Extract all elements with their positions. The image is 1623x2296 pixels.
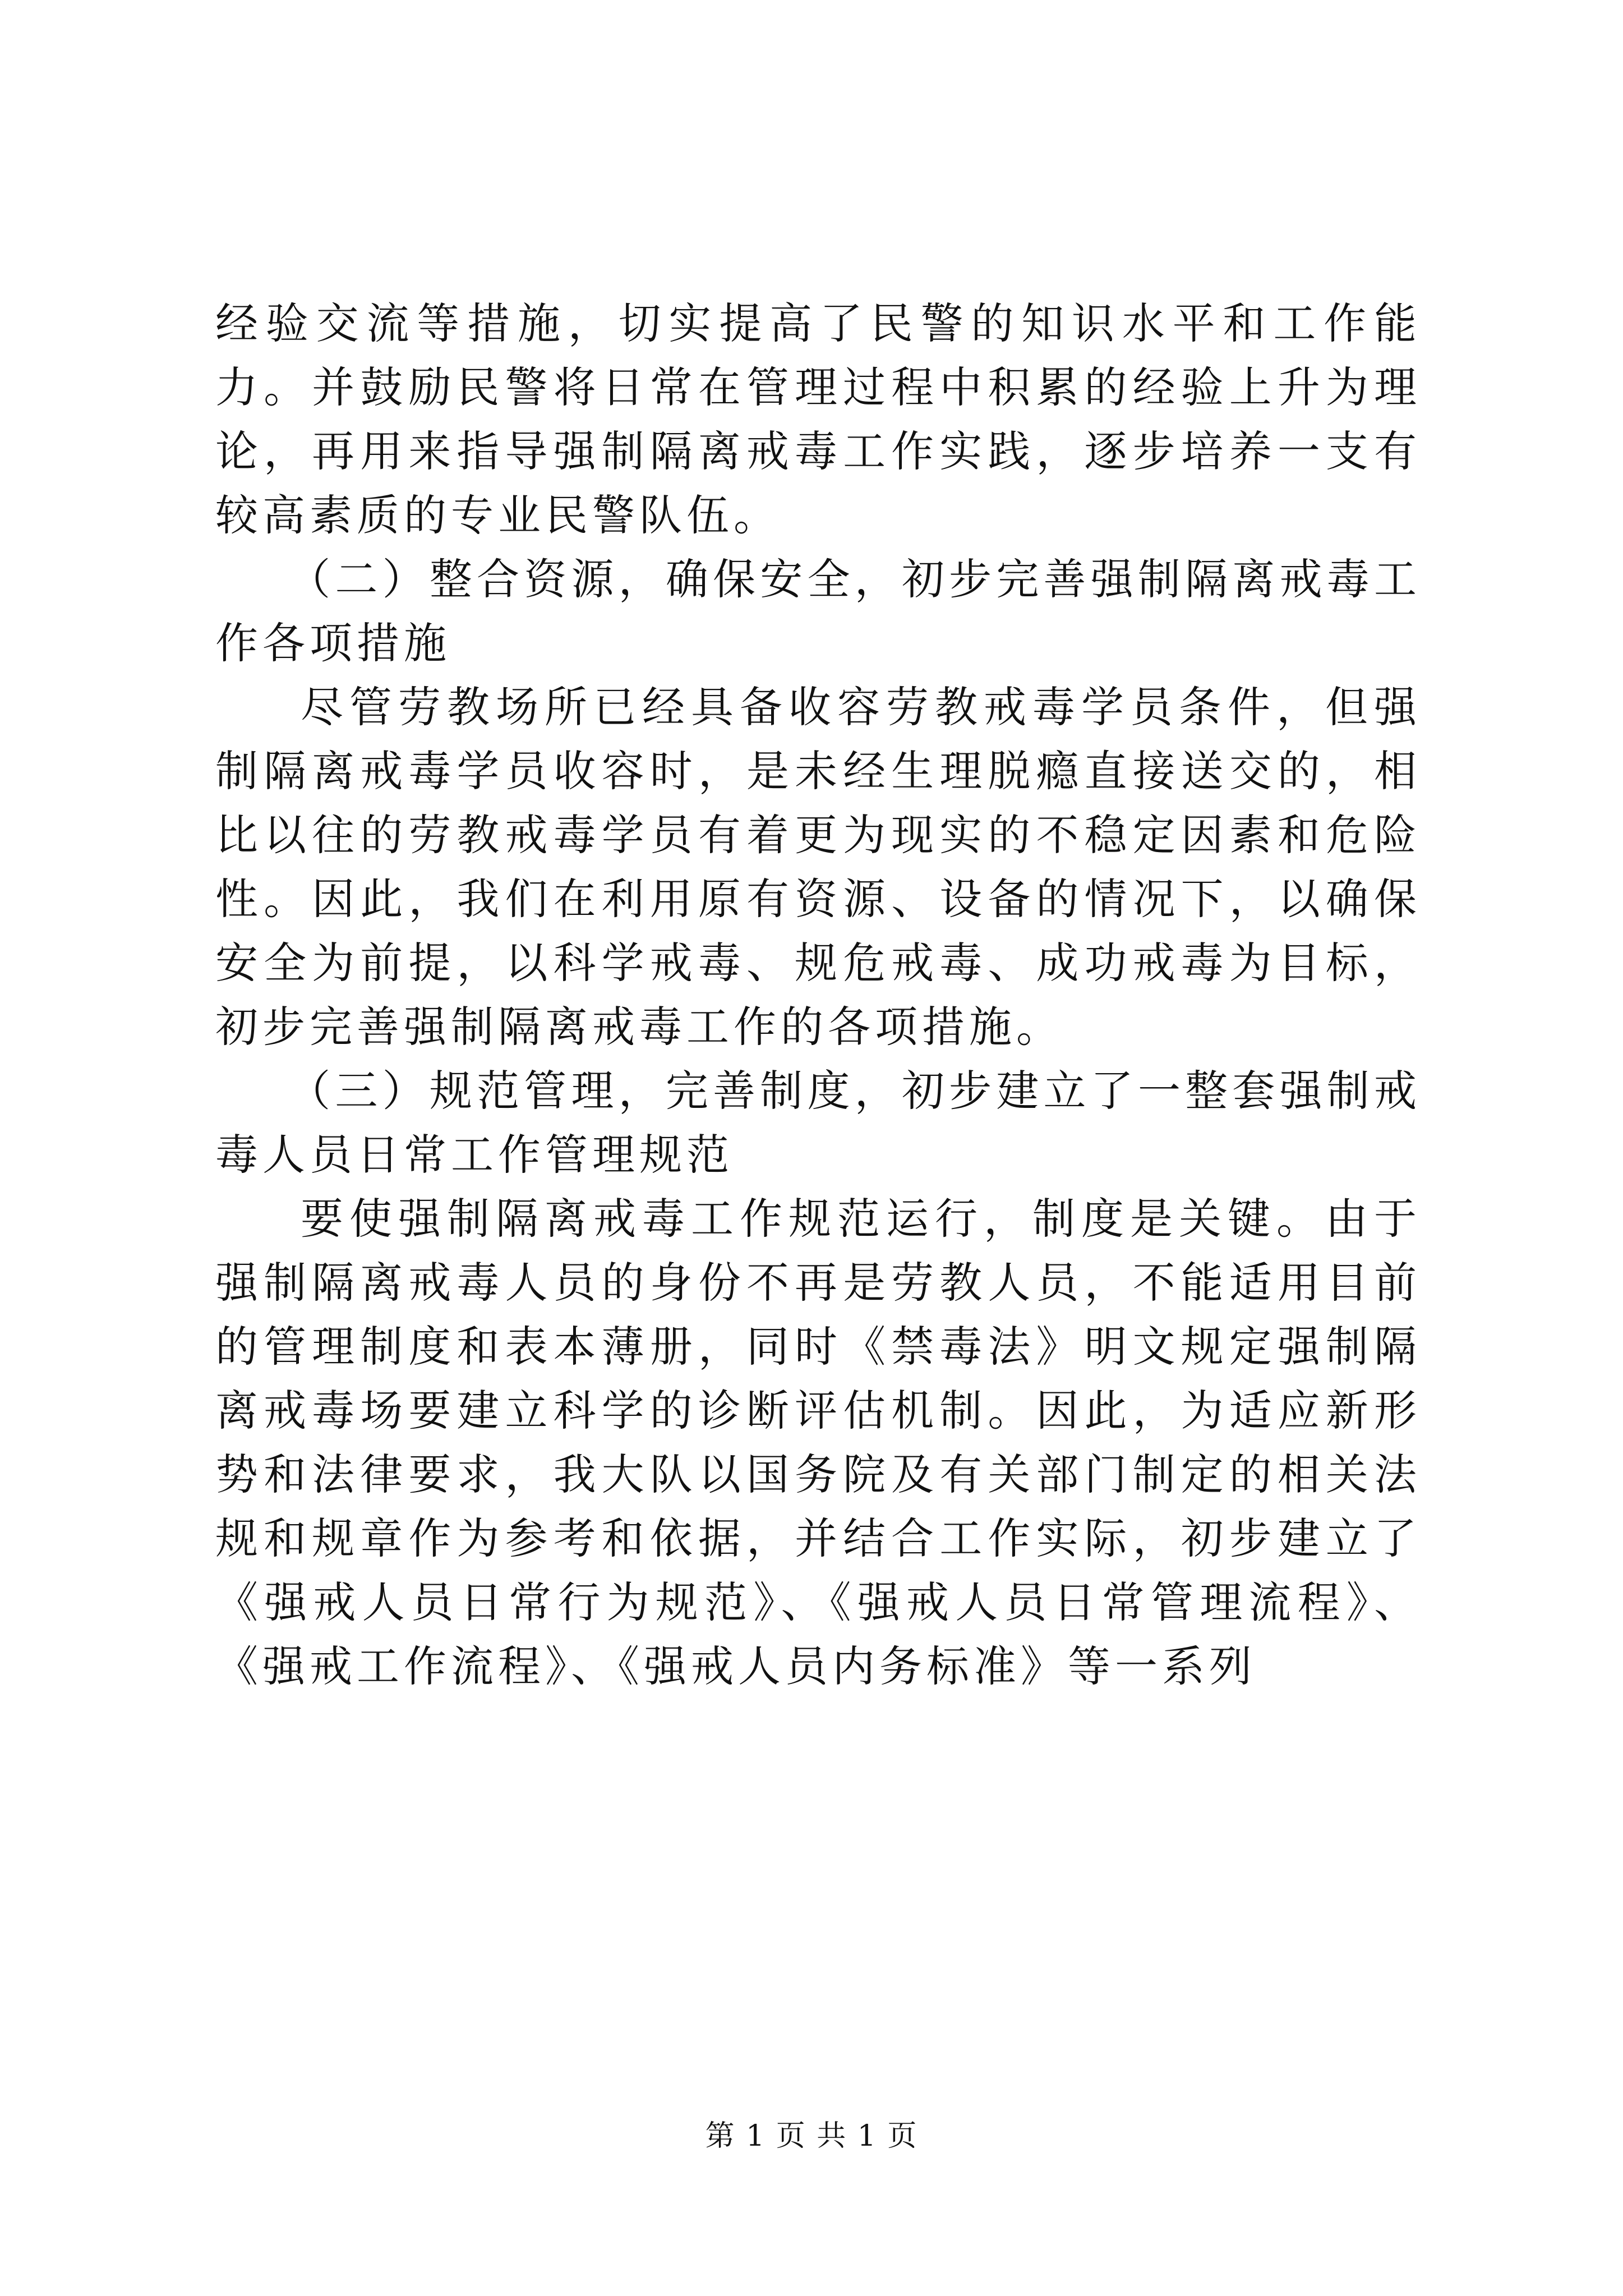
paragraph-section-3-body: 要使强制隔离戒毒工作规范运行，制度是关键。由于强制隔离戒毒人员的身份不再是劳教人员，不能适用目前的管理制度和表本薄册，同时《禁毒法》明文规定强制隔离戒毒场要建立科学的诊断评估机制。因此，为适应新形势和法律要求，我大队以国务院及有关部门制定的相关法规和规章作为参考和依据，并结合工作实际，初步建立了《强戒人员日常行为规范》、《强戒人员日常管理流程》、《强戒工作流程》、《强戒人员内务标准》等一系列 (215, 1194, 1421, 1691)
paragraph-section-2-body: 尽管劳教场所已经具备收容劳教戒毒学员条件，但强制隔离戒毒学员收容时，是未经生理脱瘾直接送交的，相比以往的劳教戒毒学员有着更为现实的不稳定因素和危险性。因此，我们在利用原有资源、设备的情况下，以确保安全为前提，以科学戒毒、规危戒毒、成功戒毒为目标，初步完善强制隔离戒毒工作的各项措施。 (215, 682, 1421, 1052)
section-heading-2: （二）整合资源，确保安全，初步完善强制隔离戒毒工作各项措施 (215, 554, 1421, 668)
page-footer: 第 1 页 共 1 页 (705, 2119, 918, 2153)
document-body (215, 292, 1421, 1699)
paragraph-continuation: 经验交流等措施，切实提高了民警的知识水平和工作能力。并鼓励民警将日常在管理过程中积累的经验上升为理论，再用来指导强制隔离戒毒工作实践，逐步培养一支有较高素质的专业民警队伍。 (215, 298, 1421, 540)
section-heading-3: （三）规范管理，完善制度，初步建立了一整套强制戒毒人员日常工作管理规范 (215, 1066, 1421, 1180)
